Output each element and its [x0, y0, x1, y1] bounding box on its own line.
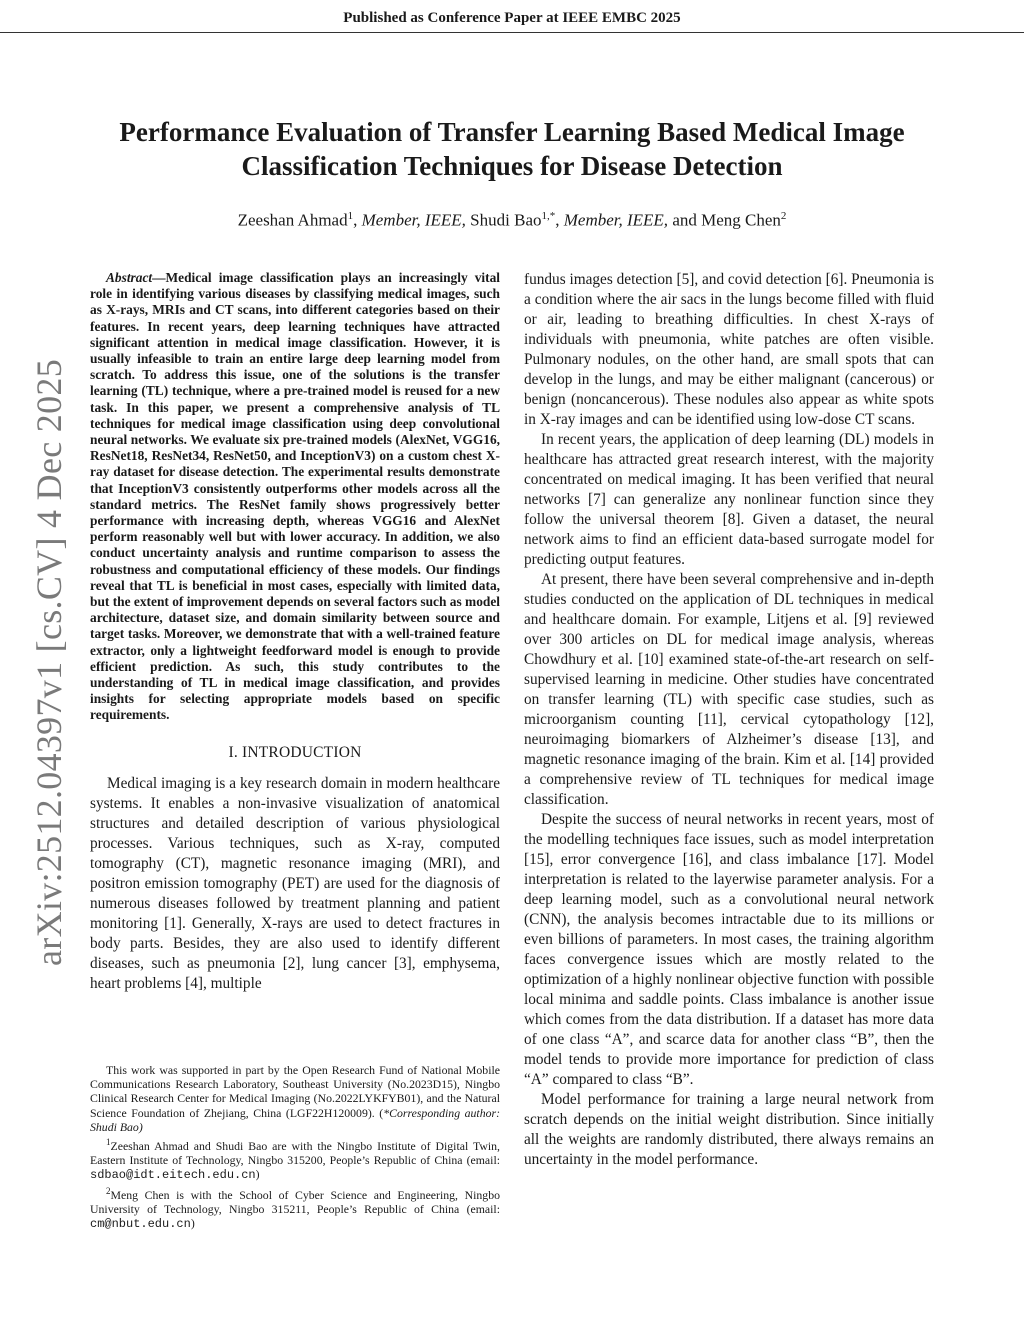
arxiv-identifier[interactable]: arXiv:2512.04397v1 [cs.CV] 4 Dec 2025 [29, 359, 69, 966]
section-heading-introduction: I. INTRODUCTION [228, 743, 362, 761]
footnote-text: ) [255, 1167, 260, 1182]
footnote-text: Zeeshan Ahmad and Shudi Bao are with the Ningbo Institute of Digital Twin, Eastern Institute of Technology, Ningbo 315200, People’s Republic of China (email: [90, 1138, 500, 1168]
author-membership: Member, IEEE, [563, 210, 669, 230]
footnotes [90, 1063, 500, 1232]
running-header: Published as Conference Paper at IEEE EMBC 2025 [343, 10, 681, 26]
footnote-text: ) [190, 1215, 195, 1230]
body-paragraph: In recent years, the application of deep learning (DL) models in healthcare has attracted great research interest, with the majority concentrated on medical imaging. It has been verified that neural networks [7] can generalize any nonlinear function since they follow the universal theorem [8]. Given a dataset, the neural network aims to find an efficient data-based surrogate model for predicting output features. [524, 431, 934, 568]
author-affiliation-mark: 1,* [541, 210, 556, 222]
email-link[interactable]: sdbao@idt.eitech.edu.cn [90, 1168, 256, 1183]
author-affiliation-mark: 1 [347, 210, 354, 222]
corresponding-author-note: *Corresponding author: Shudi Bao) [90, 1105, 501, 1134]
footnote-mark: 2 [106, 1185, 111, 1196]
footnote-text: Meng Chen is with the School of Cyber Science and Engineering, Ningbo University of Technology, Ningbo 315211, People’s Republic of China (email: [90, 1187, 500, 1216]
abstract [90, 270, 500, 724]
left-column [90, 270, 500, 994]
author-conjunction: and [672, 210, 697, 230]
footnote-funding [90, 1063, 500, 1134]
body-paragraph: Medical imaging is a key research domain in modern healthcare systems. It enables a non-invasive visualization of anatomical structures and detailed description of various physiological processes. Various techniques, such as X-ray, computed tomography (CT), magnetic resonance imaging (MRI), and positron emission tomography (PET) are used for the diagnosis of numerous diseases followed by treatment planning and patient monitoring [1]. Generally, X-rays are used to detect fractures in body parts. Besides, they are also used to identify different diseases, such as pneumonia [2], lung cancer [3], emphysema, heart problems [4], multiple [90, 774, 500, 992]
footnote-text: This work was supported in part by the Open Research Fund of National Mobile Communications Research Laboratory, Southeast University (No.2023D15), Ningbo Clinical Research Center for Medical Imaging (No.2022LYKFYB01), and the Natural Science Foundation of Zhejiang, China (LGF22H120009). ( [90, 1063, 500, 1120]
abstract-text: Medical image classification plays an increasingly vital role in identifying various diseases by classifying medical images, such as X-rays, MRIs and CT scans, into different categories based on their features. In recent years, deep learning techniques have attracted significant attention in medical image classification. However, it is usually infeasible to train an entire large deep learning model from scratch. To address this issue, one of the solutions is the transfer learning (TL) technique, where a pre-trained model is reused for a new task. In this paper, we present a comprehensive analysis of TL techniques for medical image classification using deep convolutional neural networks. We evaluate six pre-trained models (AlexNet, VGG16, ResNet18, ResNet34, ResNet50, and InceptionV3) on a custom chest X-ray dataset for disease detection. The experimental results demonstrate that InceptionV3 consistently outperforms other models across all the standard metrics. The ResNet family shows progressively better performance with increasing depth, whereas VGG16 and AlexNet perform reasonably well but with lower accuracy. In addition, we also conduct uncertainty analysis and runtime comparison to assess the robustness and computational efficiency of these models. Our findings reveal that TL is beneficial in most cases, especially with limited data, but the extent of improvement depends on several factors such as model architecture, dataset size, and domain similarity between source and target tasks. Moreover, we demonstrate that with a well-trained feature extractor, only a lightweight feedforward model is enough to provide efficient prediction. As such, this study contributes to the understanding of TL in medical image classification, and provides insights for selecting appropriate models based on specific requirements. [90, 270, 500, 723]
abstract-label: Abstract [106, 270, 153, 285]
footnote-mark: 1 [106, 1137, 111, 1148]
author-affiliation-mark: 2 [780, 210, 787, 222]
footnote-affiliation-2 [90, 1184, 500, 1232]
paper-title: Performance Evaluation of Transfer Learning Based Medical Image Classification Techniques for Disease Detection [119, 117, 905, 181]
author-membership: Member, IEEE, [361, 210, 466, 230]
header-rule [0, 32, 1024, 33]
author-line: Zeeshan Ahmad$^1$, Member, IEEE, Shudi Bao$^{1,*}$, Member, IEEE, and Meng Chen$^2$ [237, 210, 787, 230]
body-paragraph: fundus images detection [5], and covid detection [6]. Pneumonia is a condition where the air sacs in the lungs become filled with fluid or air, leading to breathing difficulties. In chest X-rays of individuals with pneumonia, white patches are often visible. Pulmonary nodules, on the other hand, are small spots that can develop in the lungs, and may be either malignant (cancerous) or benign (noncancerous). These nodules also appear as white spots in X-ray images and can be identified using low-dose CT scans. [524, 271, 934, 428]
right-column [524, 270, 934, 1170]
body-paragraph: Despite the success of neural networks in recent years, most of the modelling techniques face issues, such as model interpretation [15], error convergence [16], and class imbalance [17]. Model interpretation is related to the layerwise parameter analysis. For a deep learning model, such as a convolutional neural network (CNN), the analysis becomes intractable due to its millions or even billions of parameters. In most cases, the training algorithm faces convergence issues which are mostly related to the optimization of a highly nonlinear objective function with possible local minima and saddle points. Class imbalance is another issue which comes from the data distribution. If a dataset has more data of one class “A”, and scarce data for another class “B”, then the model tends to provide more importance for prediction of class “A” compared to class “B”. [524, 811, 934, 1088]
email-link[interactable]: cm@nbut.edu.cn [90, 1216, 191, 1231]
abstract-dash: — [152, 270, 166, 285]
author-name: Meng Chen [701, 210, 781, 230]
author-name: Shudi Bao [470, 210, 542, 230]
body-paragraph: At present, there have been several comprehensive and in-depth studies conducted on the application of DL techniques in medical and healthcare domain. For example, Litjens et al. [9] reviewed over 300 articles on DL for medical image analysis, whereas Chowdhury et al. [10] examined state-of-the-art research on self-supervised learning in medicine. Other studies have concentrated on transfer learning (TL) with specific case studies, such as microorganism counting [11], cervical cytopathology [12], neuroimaging biomarkers of Alzheimer’s disease [13], and magnetic resonance imaging of the brain. Kim et al. [14] provided a comprehensive review of TL techniques for medical image classification. [524, 571, 934, 808]
footnote-affiliation-1 [90, 1135, 500, 1183]
author-name: Zeeshan Ahmad [237, 210, 348, 230]
body-paragraph: Model performance for training a large neural network from scratch depends on the initial weight distribution. Since initially all the weights are randomly distributed, there always remains an uncertainty in the model performance. [524, 1091, 934, 1168]
